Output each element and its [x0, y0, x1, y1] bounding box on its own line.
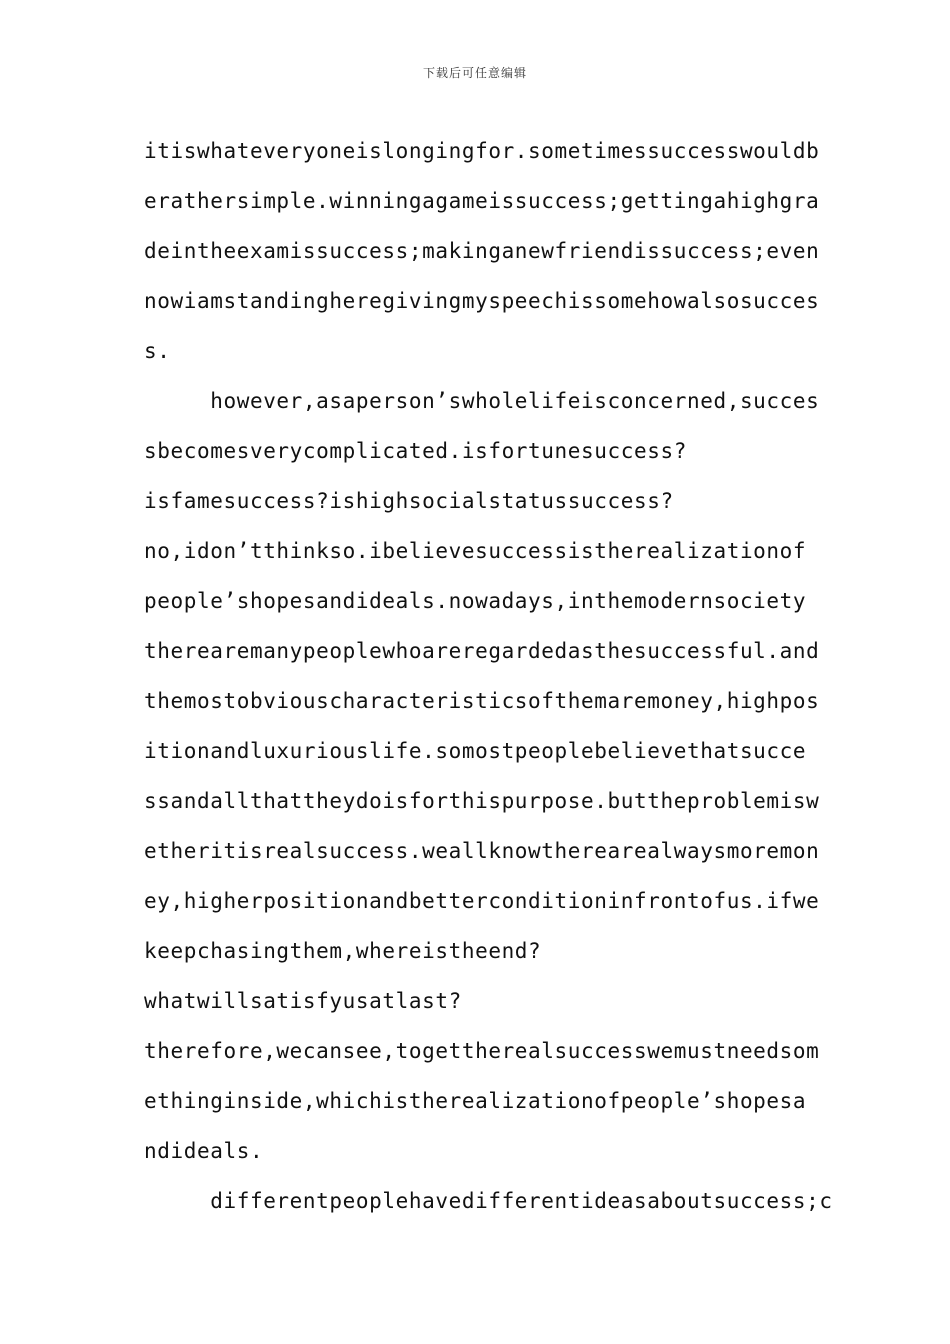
text-line: no,idon’tthinkso.ibelievesuccessistherealizationof	[144, 539, 807, 563]
page-header: 下载后可任意编辑	[422, 66, 527, 80]
text-line: etheritisrealsuccess.weallknowtherearealwaysmoremon	[144, 839, 820, 863]
text-line: people’shopesandideals.nowadays,inthemodernsociety	[144, 589, 807, 613]
text-line: whatwillsatisfyusatlast?	[144, 989, 462, 1013]
text-line: themostobviouscharacteristicsofthemaremoney,highpos	[144, 689, 820, 713]
text-line: itiswhateveryoneislongingfor.sometimessuccesswouldb	[144, 139, 820, 163]
text-line: isfamesuccess?ishighsocialstatussuccess?	[144, 489, 674, 513]
text-line: s.	[144, 339, 171, 363]
text-line: nowiamstandingheregivingmyspeechissomehowalsosucces	[144, 289, 820, 313]
text-line: ssandallthattheydoisforthispurpose.buttheproblemisw	[144, 789, 820, 813]
text-line: keepchasingthem,whereistheend?	[144, 939, 542, 963]
text-line: ey,higherpositionandbetterconditioninfrontofus.ifwe	[144, 889, 820, 913]
text-line: itionandluxuriouslife.somostpeoplebelievethatsucce	[144, 739, 807, 763]
text-line: ndideals.	[144, 1139, 264, 1163]
document-body	[144, 126, 833, 1226]
text-line: differentpeoplehavedifferentideasaboutsuccess;c	[144, 1189, 833, 1213]
text-line: ethinginside,whichistherealizationofpeople’shopesa	[144, 1089, 807, 1113]
text-line: sbecomesverycomplicated.isfortunesuccess?	[144, 439, 687, 463]
text-line: however,asaperson’swholelifeisconcerned,succes	[144, 389, 820, 413]
text-line: therefore,wecansee,togettherealsuccesswemustneedsom	[144, 1039, 820, 1063]
text-line: deintheexamissuccess;makinganewfriendissuccess;even	[144, 239, 820, 263]
text-line: erathersimple.winningagameissuccess;gettingahighgra	[144, 189, 820, 213]
text-line: therearemanypeoplewhoareregardedasthesuccessful.and	[144, 639, 820, 663]
